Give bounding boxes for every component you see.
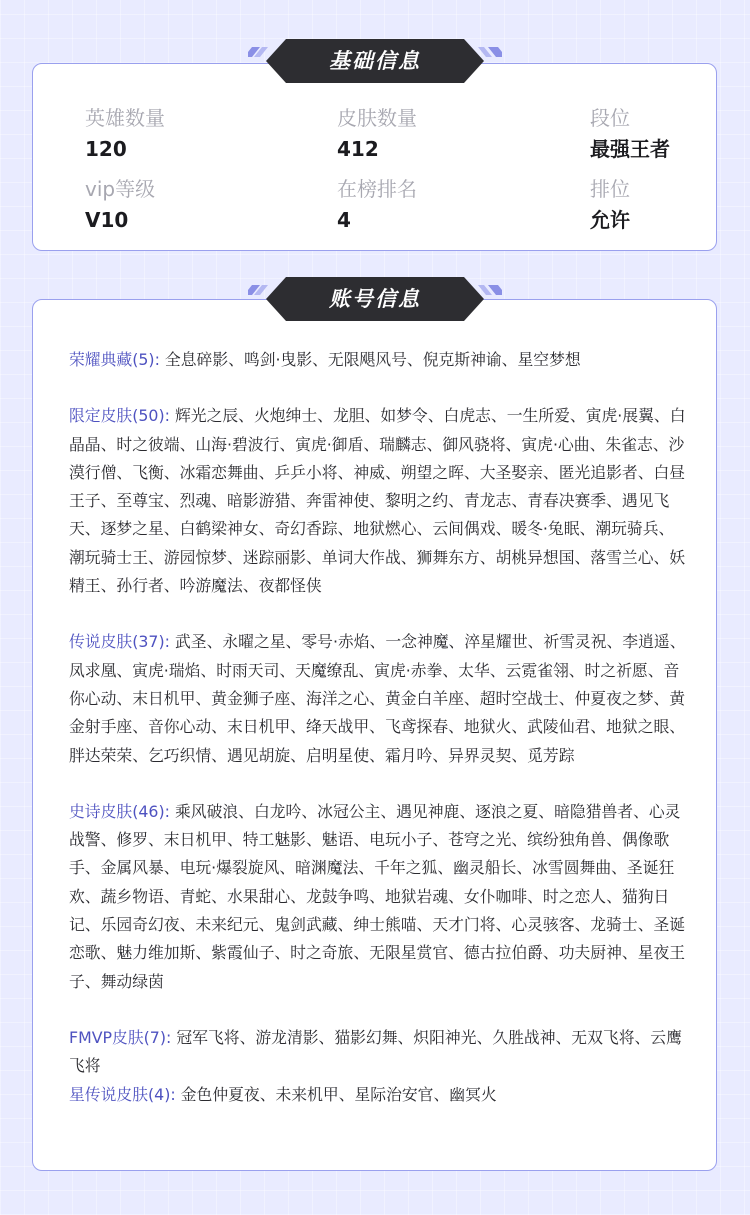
section-items: 全息碎影、鸣剑·曳影、无限飓风号、倪克斯神谕、星空梦想: [164, 350, 581, 369]
section-glory-collection: [69, 346, 689, 374]
section-items: 金色仲夏夜、未来机甲、星际治安官、幽冥火: [180, 1084, 497, 1104]
section-legend-skins: [69, 628, 689, 769]
stat-label: 在榜排名: [337, 177, 417, 201]
stat-label: 段位: [590, 106, 630, 130]
section-fmvp-skins: [69, 1024, 689, 1081]
section-items: 辉光之辰、火炮绅士、龙胆、如梦令、白虎志、一生所爱、寅虎·展翼、白晶晶、时之彼端、山海·碧波行、寅虎·御盾、瑞麟志、御风骁将、寅虎·心曲、朱雀志、沙漠行僧、飞衡、冰霜恋舞曲、乒乒小将、神威、朔望之晖、大圣娶亲、匿光追影者、白昼王子、至尊宝、烈魂、暗影游猎、奔雷神使、黎明之约、青龙志、青春决赛季、遇见飞天、逐梦之星、白鹤梁神女、奇幻香踪、地狱燃心、云间偶戏、暖冬·兔眠、潮玩骑兵、潮玩骑士王、游园惊梦、迷踪丽影、单词大作战、狮舞东方、胡桃异想国、落雪兰心、妖精王、孙行者、吟游魔法、夜都怪侠: [69, 406, 686, 596]
stat-label: vip等级: [85, 177, 156, 201]
section-label: 限定皮肤(50):: [69, 406, 170, 426]
section-label: 荣耀典藏(5):: [69, 350, 160, 369]
stat-value: 412: [337, 137, 379, 161]
stat-value: V10: [85, 208, 129, 232]
stat-value: 最强王者: [590, 137, 670, 161]
section-items: 冠军飞将、游龙清影、猫影幻舞、炽阳神光、久胜战神、无双飞将、云鹰飞将: [69, 1027, 682, 1076]
stat-hero-count: [85, 106, 165, 161]
section-label: 史诗皮肤(46):: [69, 801, 170, 821]
basic-info-card: [32, 63, 717, 251]
stat-ranked-allowed: [590, 177, 630, 232]
stat-leaderboard-rank: [337, 177, 417, 232]
section-title: 账号信息: [329, 287, 421, 311]
stat-value: 允许: [590, 208, 630, 232]
stat-skin-count: [337, 106, 417, 161]
section-star-legend-skins: [69, 1081, 689, 1109]
stat-value: 120: [85, 137, 127, 161]
stat-label: 排位: [590, 177, 630, 201]
stat-value: 4: [337, 208, 351, 232]
account-info-card: [32, 299, 717, 1171]
section-items: 乘风破浪、白龙吟、冰冠公主、遇见神鹿、逐浪之夏、暗隐猎兽者、心灵战警、修罗、末日机甲、特工魅影、魅语、电玩小子、苍穹之光、缤纷独角兽、偶像歌手、金属风暴、电玩·爆裂旋风、暗渊魔法、千年之狐、幽灵船长、冰雪圆舞曲、圣诞狂欢、蔬乡物语、青蛇、水果甜心、龙鼓争鸣、地狱岩魂、女仆咖啡、时之恋人、猫狗日记、乐园奇幻夜、未来纪元、鬼剑武藏、绅士熊喵、天才门将、心灵骇客、龙骑士、圣诞恋歌、魅力维加斯、紫霞仙子、时之奇旅、无限星赏官、德古拉伯爵、功夫厨神、星夜王子、舞动绿茵: [69, 801, 686, 991]
section-limited-skins: [69, 402, 689, 600]
section-epic-skins: [69, 798, 689, 996]
stat-label: 英雄数量: [85, 106, 165, 130]
section-label: 传说皮肤(37):: [69, 632, 170, 652]
section-items: 武圣、永曜之星、零号·赤焰、一念神魔、淬星耀世、祈雪灵祝、李逍遥、凤求凰、寅虎·瑞焰、时雨天司、天魔缭乱、寅虎·赤拳、太华、云霓雀翎、时之祈愿、音你心动、末日机甲、黄金狮子座、海洋之心、黄金白羊座、超时空战士、仲夏夜之梦、黄金射手座、音你心动、末日机甲、绛天战甲、飞鸢探春、地狱火、武陵仙君、地狱之眼、胖达荣荣、乞巧织情、遇见胡旋、启明星使、霜月吟、异界灵契、觅芳踪: [69, 632, 686, 765]
stat-rank-tier: [590, 106, 670, 161]
section-title: 基础信息: [329, 49, 421, 73]
section-label: 星传说皮肤(4):: [69, 1084, 176, 1104]
basic-info-header: [248, 37, 502, 85]
account-info-header: [248, 275, 502, 323]
skin-sections: [69, 346, 689, 1109]
stat-vip-level: [85, 177, 155, 232]
section-label: FMVP皮肤(7):: [69, 1027, 172, 1047]
stat-label: 皮肤数量: [337, 106, 417, 130]
